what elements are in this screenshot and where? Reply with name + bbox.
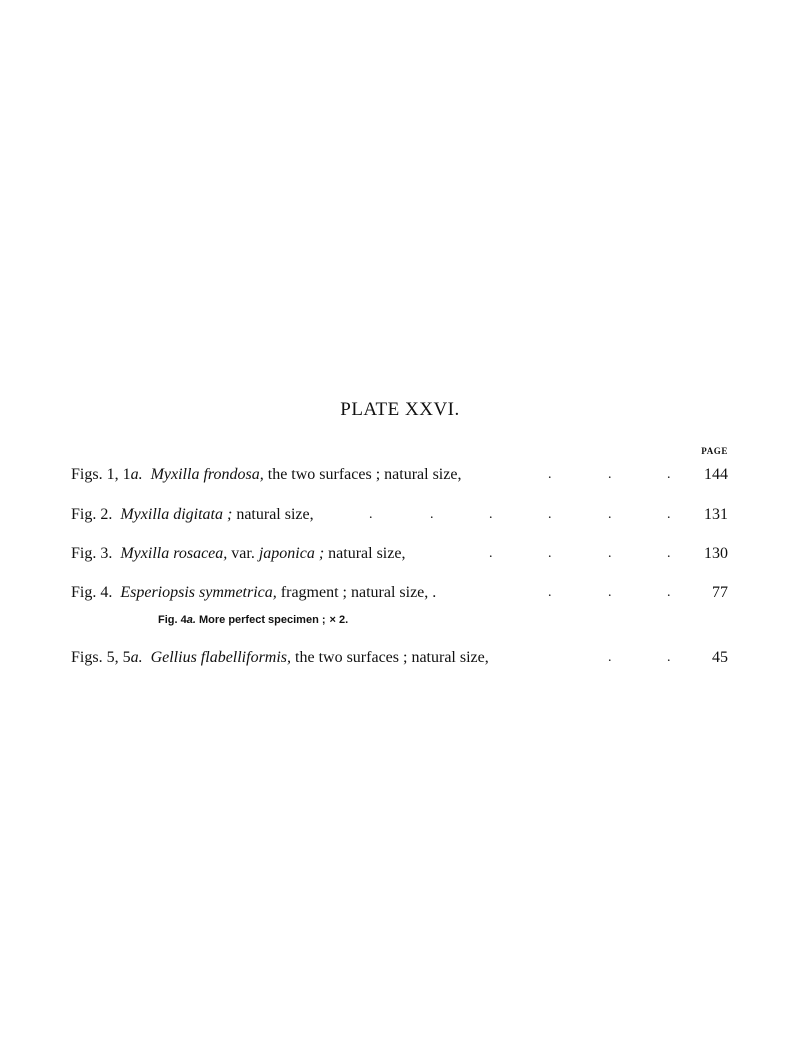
- entry-text: [71, 543, 405, 565]
- fig-label: Figs. 1, 1: [71, 466, 131, 483]
- fig-label: Figs. 5, 5: [71, 649, 131, 666]
- entry-description: the two surfaces ; natural size,: [291, 649, 489, 666]
- entry-description-pre: var.: [227, 545, 259, 562]
- entry-text: [71, 647, 489, 669]
- leader-dot: .: [608, 467, 612, 482]
- page-number: 144: [704, 466, 728, 483]
- leader-dot: .: [608, 585, 612, 600]
- leader-dot: .: [667, 546, 671, 561]
- species-name: Esperiopsis symmetrica,: [120, 584, 277, 601]
- leader-dot: .: [548, 585, 552, 600]
- page-number: 131: [704, 506, 728, 523]
- plate-entry: [71, 543, 728, 565]
- plate-entry: [71, 504, 728, 526]
- page-number: 45: [712, 649, 728, 666]
- leader-dot: .: [608, 507, 612, 522]
- entry-description: natural size,: [324, 545, 406, 562]
- entry-text: [71, 582, 436, 604]
- page-number: 130: [704, 545, 728, 562]
- leader-dot: .: [608, 650, 612, 665]
- entry-text: [71, 464, 461, 486]
- sub-fig-label-suffix: a.: [186, 614, 196, 626]
- page-number: 77: [712, 584, 728, 601]
- entry-description: the two surfaces ; natural size,: [263, 466, 462, 483]
- species-name: Myxilla rosacea,: [120, 545, 228, 562]
- species-name: Gellius flabelliformis,: [150, 649, 292, 666]
- species-name: Myxilla digitata ;: [120, 506, 233, 523]
- sub-entry: [158, 612, 348, 628]
- leader-dot: .: [489, 546, 493, 561]
- fig-label: Fig. 2.: [71, 506, 113, 523]
- fig-label: Fig. 3.: [71, 545, 113, 562]
- leader-dot: .: [548, 467, 552, 482]
- plate-title: PLATE XXVI.: [340, 399, 460, 420]
- leader-dot: .: [667, 467, 671, 482]
- variety-name: japonica ;: [258, 545, 325, 562]
- leader-dot: .: [489, 507, 493, 522]
- fig-label-suffix: a.: [130, 649, 143, 666]
- entry-description: natural size,: [232, 506, 314, 523]
- entry-text: [71, 504, 314, 526]
- leader-dot: .: [608, 546, 612, 561]
- entry-description: fragment ; natural size, .: [276, 584, 437, 601]
- leader-dot: .: [667, 585, 671, 600]
- leader-dot: .: [667, 507, 671, 522]
- fig-label-suffix: a.: [130, 466, 143, 483]
- magnification: × 2.: [329, 614, 349, 626]
- leader-dot: .: [548, 546, 552, 561]
- sub-fig-label: Fig. 4: [158, 614, 187, 626]
- leader-dot: .: [667, 650, 671, 665]
- fig-label: Fig. 4.: [71, 584, 113, 601]
- plate-entry: [71, 464, 728, 486]
- leader-dot: .: [369, 507, 373, 522]
- sub-entry-text: More perfect specimen ;: [195, 614, 326, 626]
- plate-entry: [71, 647, 728, 669]
- leader-dot: .: [548, 507, 552, 522]
- leader-dot: .: [430, 507, 434, 522]
- page-column-header: PAGE: [701, 446, 728, 456]
- plate-entry: [71, 582, 728, 604]
- species-name: Myxilla frondosa,: [150, 466, 264, 483]
